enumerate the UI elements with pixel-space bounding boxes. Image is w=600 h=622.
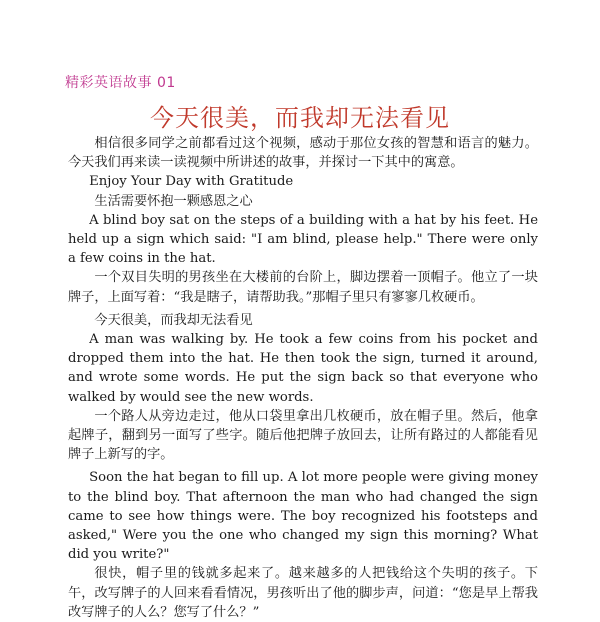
chinese-paragraph-3: 很快，帽子里的钱就多起来了。越来越多的人把钱给这个失明的孩子。下午，改写牌子的人回来看看情况，男孩听出了他的脚步声，问道：“您是早上帮我改写牌子的人么？您写了什么？” [68,566,538,620]
english-paragraph-3: Soon the hat began to fill up. A lot more people were giving money to the blind boy. That afternoon the man who had changed the sign came to see how things were. The boy recognized his footsteps and asked," Were you the one who changed my sign this morning? What did you write?" [68,470,538,563]
intro-paragraph: 相信很多同学之前都看过这个视频，感动于那位女孩的智慧和语言的魅力。今天我们再来读一读视频中所讲述的故事，并探讨一下其中的寓意。 [68,136,538,171]
chinese-subtitle: 生活需要怀抱一颗感恩之心 [94,193,253,209]
english-paragraph-2: A man was walking by. He took a few coins from his pocket and dropped them into the hat. He then took the sign, turned it around, and wrote some words. He put the sign back so that everyone who walked by would see the new words. [68,332,538,405]
page-title: 今天很美，而我却无法看见 [150,104,450,132]
chinese-paragraph-2: 一个路人从旁边走过，他从口袋里拿出几枚硬币，放在帽子里。然后，他拿起牌子，翻到另一面写了些字。随后他把牌子放回去，让所有路过的人都能看见牌子上新写的字。 [68,408,538,463]
chinese-paragraph-1: 一个双目失明的男孩坐在大楼前的台阶上，脚边摆着一顶帽子。他立了一块牌子，上面写着：“我是瞎子，请帮助我。”那帽子里只有寥寥几枚硬币。 [68,270,538,305]
english-subtitle: Enjoy Your Day with Gratitude [89,174,294,190]
story-body [68,134,538,622]
english-paragraph-1: A blind boy sat on the steps of a building with a hat by his feet. He held up a sign which said: "I am blind, please help." There were only a few coins in the hat. [68,212,538,267]
section-label: 精彩英语故事 01 [65,75,176,91]
chinese-heading-repeat: 今天很美，而我却无法看见 [94,312,253,328]
